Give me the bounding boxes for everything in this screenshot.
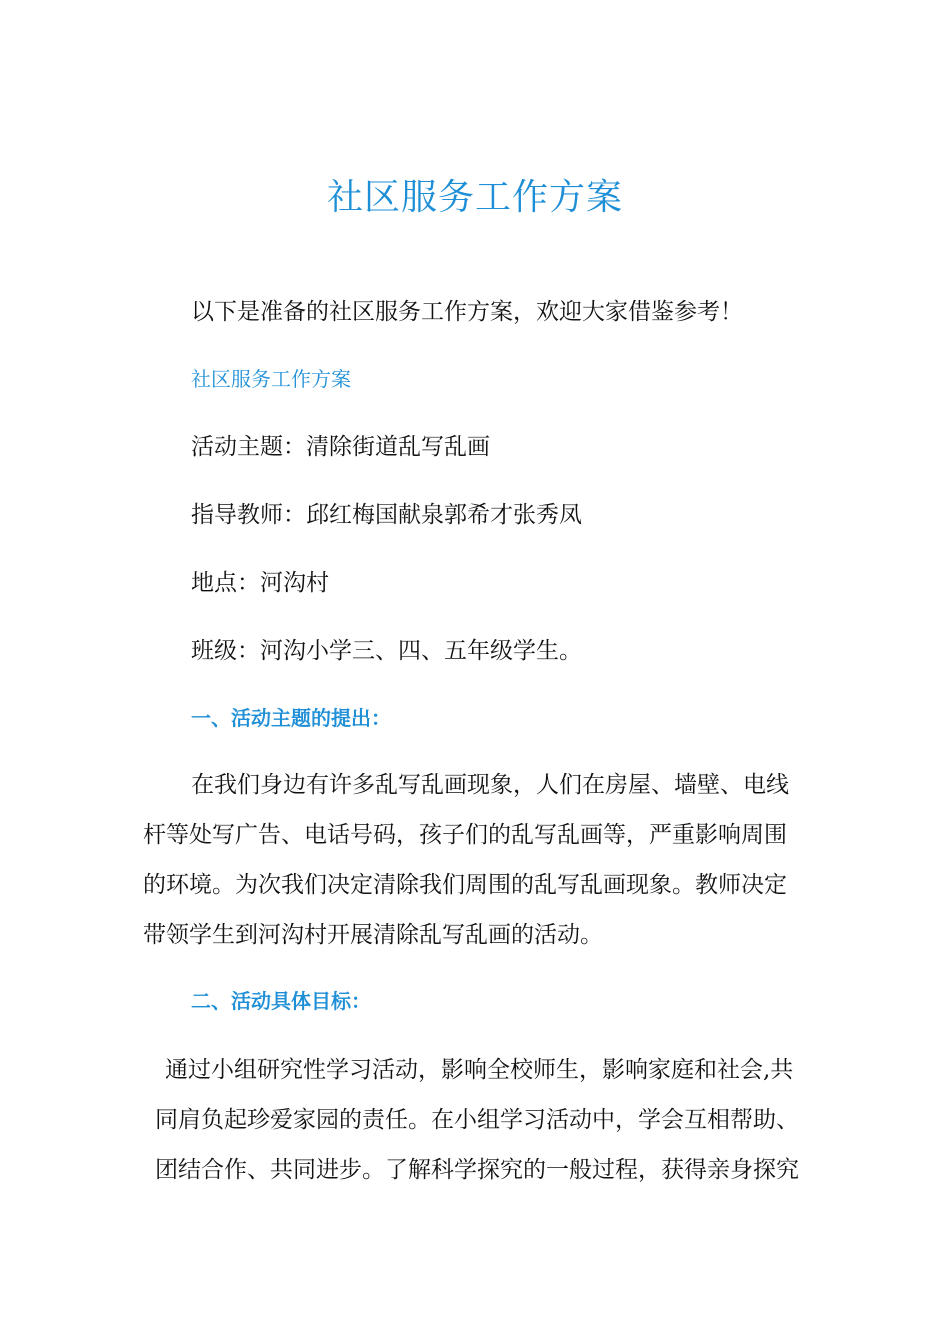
intro-text: 以下是准备的社区服务工作方案，欢迎大家借鉴参考！	[191, 299, 743, 325]
activity-theme: 活动主题：清除街道乱写乱画	[191, 434, 490, 460]
classes-line: 班级：河沟小学三、四、五年级学生。	[191, 638, 582, 664]
paragraph-line: 杆等处写广告、电话号码，孩子们的乱写乱画等，严重影响周围	[143, 822, 787, 848]
subtitle-heading: 社区服务工作方案	[191, 367, 351, 391]
section-2-paragraph	[155, 1045, 799, 1195]
guidance-teachers: 指导教师：邱红梅国献泉郭希才张秀凤	[191, 502, 582, 528]
location-line: 地点：河沟村	[191, 570, 329, 596]
paragraph-line: 通过小组研究性学习活动，影响全校师生，影响家庭和社会,共	[165, 1057, 794, 1083]
paragraph-line: 团结合作、共同进步。了解科学探究的一般过程，获得亲身探究	[155, 1157, 799, 1183]
paragraph-line: 的环境。为次我们决定清除我们周围的乱写乱画现象。教师决定	[143, 872, 787, 898]
section-1-paragraph	[143, 760, 789, 960]
paragraph-line: 在我们身边有许多乱写乱画现象，人们在房屋、墙壁、电线	[191, 772, 789, 798]
document-title: 社区服务工作方案	[326, 177, 623, 218]
paragraph-line: 带领学生到河沟村开展清除乱写乱画的活动。	[143, 922, 603, 948]
section-2-heading: 二、活动具体目标：	[191, 989, 371, 1013]
section-1-heading: 一、活动主题的提出：	[191, 706, 391, 730]
paragraph-line: 同肩负起珍爱家园的责任。在小组学习活动中，学会互相帮助、	[155, 1107, 799, 1133]
